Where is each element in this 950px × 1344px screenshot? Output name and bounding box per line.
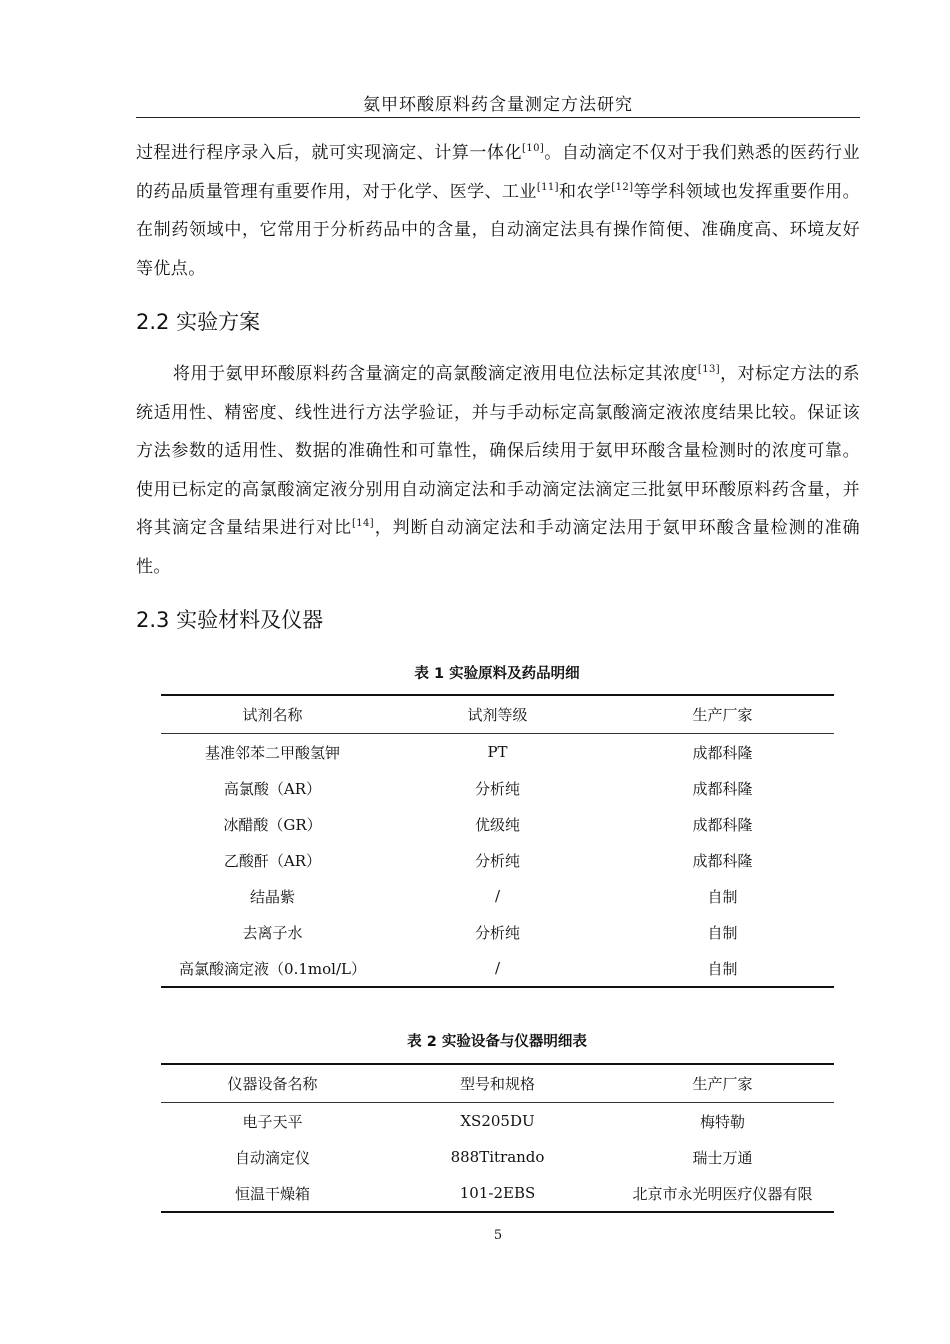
table-cell: 成都科隆 bbox=[692, 851, 753, 870]
table-header-row bbox=[161, 1064, 834, 1103]
paragraph-automatic-titration bbox=[136, 134, 860, 288]
table-cell: 分析纯 bbox=[474, 923, 520, 942]
text-run: 。自动滴定不仅对于我们熟悉的医药行业的药品质量管理有重要作用，对于化学、医学、工业 bbox=[136, 143, 860, 202]
table-cell: 自制 bbox=[707, 923, 738, 942]
running-header: 氨甲环酸原料药含量测定方法研究 bbox=[363, 95, 633, 115]
reagents-table bbox=[161, 694, 834, 988]
table-row bbox=[161, 878, 834, 914]
page-number: 5 bbox=[493, 1228, 503, 1243]
table-cell: 优级纯 bbox=[474, 815, 520, 834]
section-heading-2-3: 2.3 实验材料及仪器 bbox=[136, 608, 324, 632]
text-run: ，判断自动滴定法和手动滴定法用于氨甲环酸含量检测的准确性。 bbox=[136, 518, 860, 577]
table-cell: 结晶紫 bbox=[249, 887, 295, 906]
table-cell: 电子天平 bbox=[242, 1112, 303, 1131]
table-cell: 梅特勒 bbox=[699, 1112, 745, 1131]
column-header: 仪器设备名称 bbox=[161, 1064, 384, 1103]
citation: [10] bbox=[522, 143, 545, 154]
text-run: 将用于氨甲环酸原料药含量滴定的高氯酸滴定液用电位法标定其浓度 bbox=[173, 364, 698, 384]
table-cell: 成都科隆 bbox=[692, 743, 753, 762]
text-run: 等学科领域也发挥重要作用。在制药领域中，它常用于分析药品中的含量，自动滴定法具有操作简便、准确度高、环境友好等优点。 bbox=[136, 181, 860, 279]
column-header: 生产厂家 bbox=[611, 1064, 834, 1103]
text-run: ，对标定方法的系统适用性、精密度、线性进行方法学验证，并与手动标定高氯酸滴定液浓度结果比较。保证该方法参数的适用性、数据的准确性和可靠性，确保后续用于氨甲环酸含量检测时的浓度可靠。使用已标定的高氯酸滴定液分别用自动滴定法和手动滴定法滴定三批氨甲环酸原料药含量，并将其滴定含量结果进行对比 bbox=[136, 364, 861, 538]
table-cell: PT bbox=[487, 743, 508, 761]
table-cell: 北京市永光明医疗仪器有限 bbox=[611, 1175, 834, 1212]
table-cell: 成都科隆 bbox=[692, 815, 753, 834]
table-header-row bbox=[161, 695, 834, 734]
table-cell: 去离子水 bbox=[242, 923, 303, 942]
table-cell: 分析纯 bbox=[474, 851, 520, 870]
table-row bbox=[161, 950, 834, 987]
table1-caption: 表 1 实验原料及药品明细 bbox=[414, 666, 580, 682]
table-cell: XS205DU bbox=[460, 1112, 535, 1130]
header-rule bbox=[136, 117, 860, 118]
table-row bbox=[161, 1103, 834, 1140]
table2-caption: 表 2 实验设备与仪器明细表 bbox=[407, 1034, 587, 1050]
table-row bbox=[161, 914, 834, 950]
citation: [11] bbox=[536, 181, 559, 193]
table-cell: 成都科隆 bbox=[692, 779, 753, 798]
table-row bbox=[161, 806, 834, 842]
citation: [13] bbox=[697, 364, 721, 375]
column-header: 试剂名称 bbox=[161, 695, 384, 734]
table-cell: 高氯酸滴定液（0.1mol/L） bbox=[161, 950, 384, 987]
table-row bbox=[161, 770, 834, 806]
table-cell: 高氯酸（AR） bbox=[223, 779, 322, 798]
table-cell: 自制 bbox=[611, 950, 834, 987]
column-header: 型号和规格 bbox=[384, 1064, 611, 1103]
table-cell: 888Titrando bbox=[450, 1148, 545, 1166]
table-cell: 基准邻苯二甲酸氢钾 bbox=[204, 743, 340, 762]
equipment-table bbox=[161, 1063, 834, 1213]
table-row bbox=[161, 734, 834, 771]
table-cell: 瑞士万通 bbox=[692, 1148, 753, 1167]
table-row bbox=[161, 1139, 834, 1175]
table-cell: 自动滴定仪 bbox=[234, 1148, 310, 1167]
text-run: 和农学 bbox=[558, 181, 612, 202]
table-row bbox=[161, 1175, 834, 1212]
table-cell: 101-2EBS bbox=[384, 1175, 611, 1212]
table-cell: / bbox=[384, 950, 611, 987]
table-row bbox=[161, 842, 834, 878]
table-cell: 分析纯 bbox=[474, 779, 520, 798]
table-cell: / bbox=[494, 887, 501, 905]
table-cell: 冰醋酸（GR） bbox=[223, 815, 322, 834]
column-header: 试剂等级 bbox=[384, 695, 611, 734]
table-cell: 恒温干燥箱 bbox=[161, 1175, 384, 1212]
table-cell: 乙酸酐（AR） bbox=[223, 851, 322, 870]
section-heading-2-2: 2.2 实验方案 bbox=[136, 310, 261, 334]
text-run: 过程进行程序录入后，就可实现滴定、计算一体化 bbox=[136, 143, 523, 163]
table-cell: 自制 bbox=[707, 887, 738, 906]
column-header: 生产厂家 bbox=[611, 695, 834, 734]
citation: [12] bbox=[611, 181, 634, 193]
citation: [14] bbox=[351, 518, 375, 529]
paragraph-experiment-plan bbox=[136, 355, 860, 586]
